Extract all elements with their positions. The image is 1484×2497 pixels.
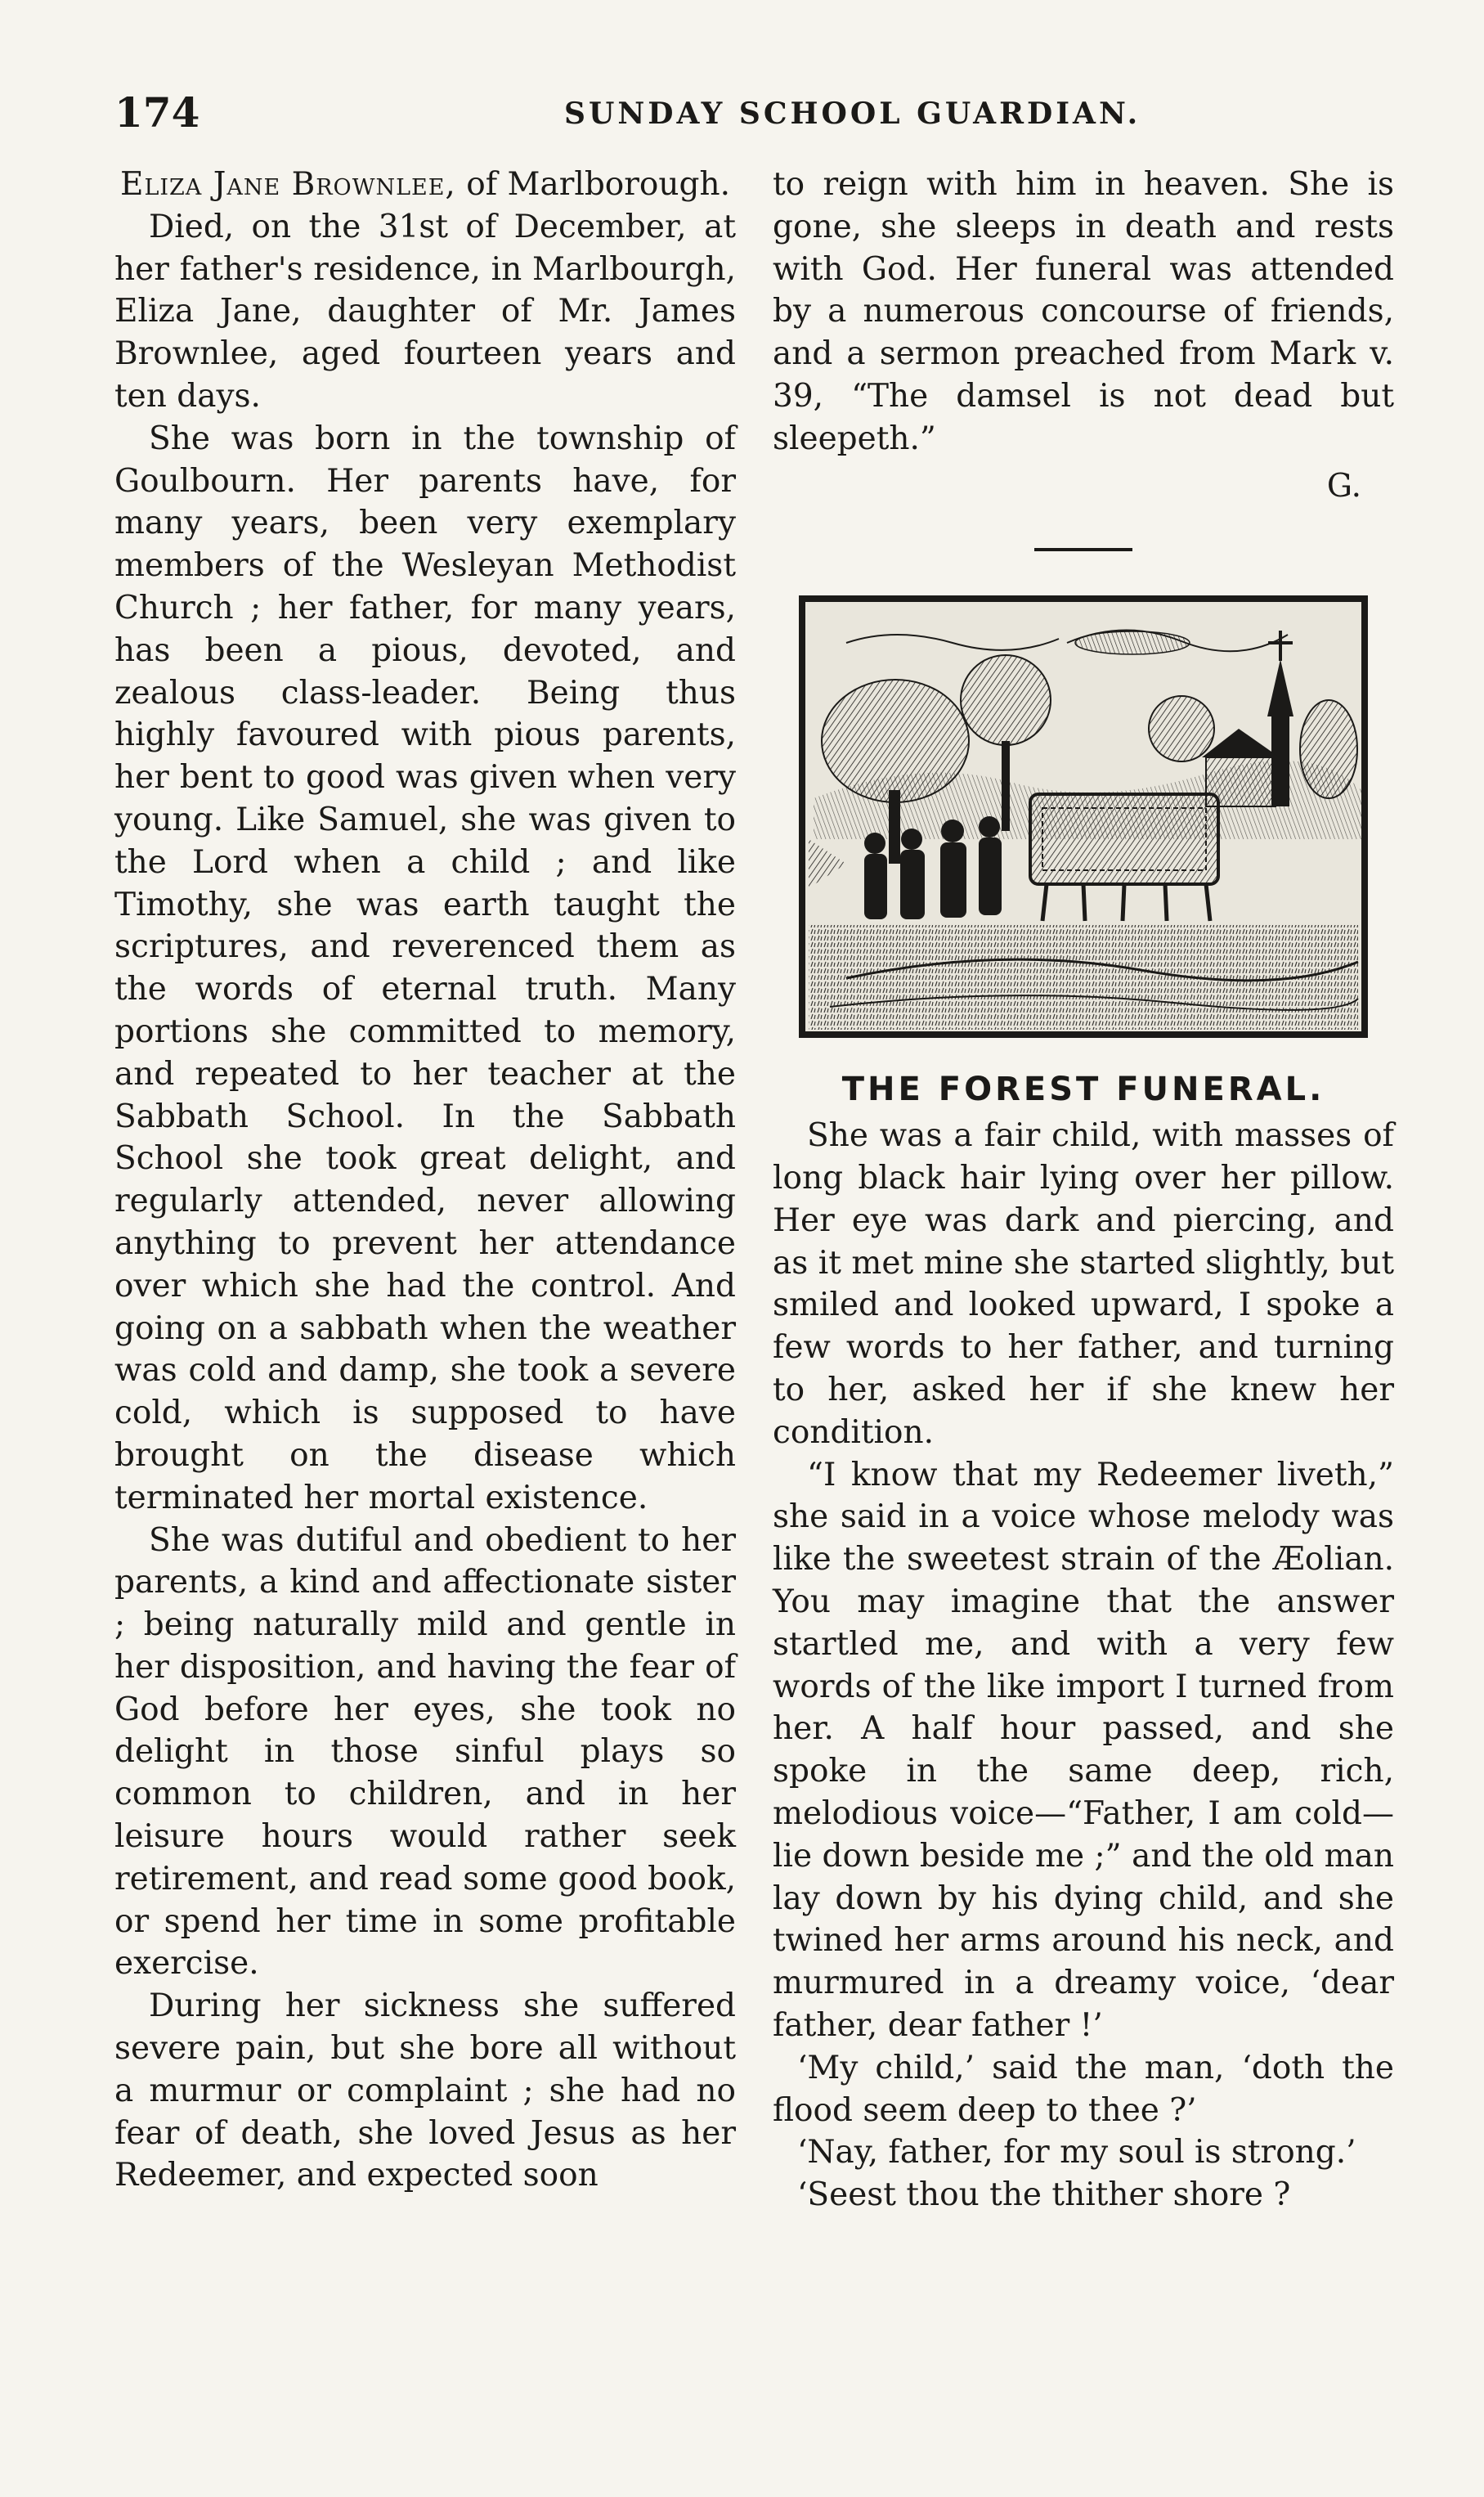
right-column xyxy=(773,164,1394,2216)
obituary-place: of Marlborough. xyxy=(466,166,731,203)
story-paragraph-4: ‘Nay, father, for my soul is strong.’ xyxy=(797,2134,1356,2171)
story-title: THE FOREST FUNERAL. xyxy=(841,1071,1325,1109)
obituary-signature: G. xyxy=(1326,467,1361,505)
funeral-procession-engraving xyxy=(797,594,1370,1040)
story-paragraph-5: ‘Seest thou the thither shore ? xyxy=(797,2176,1291,2214)
story-paragraph-3: ‘My child,’ said the man, ‘doth the flood seem deep to thee ?’ xyxy=(773,2049,1394,2129)
obituary-paragraph-4: During her sickness she suffered severe pain, but she bore all without a murmur or complaint ; she had no fear of death, she loved Jesus as her Redeemer, and expected soon xyxy=(114,1987,736,2194)
page-header xyxy=(106,88,1402,137)
obituary-paragraph-1: Died, on the 31st of December, at her father's residence, in Marlbourgh, Eliza Jane, daughter of Mr. James Brownlee, aged fourteen years and ten days. xyxy=(114,208,736,415)
story-paragraph-1: She was a fair child, with masses of long black hair lying over her pillow. Her eye was dark and piercing, and as it met mine she started slightly, but smiled and looked upward, I spoke a few words to her father, and turning to her, asked her if she knew her condition. xyxy=(773,1117,1394,1451)
obituary-paragraph-3: She was dutiful and obedient to her parents, a kind and affectionate sister ; being naturally mild and gentle in her disposition, and having the fear of God before her eyes, she took no delight in those sinful plays so common to children, and in her leisure hours would rather seek retirement, and read some good book, or spend her time in some profitable exercise. xyxy=(114,1521,736,1983)
section-divider xyxy=(1034,548,1132,551)
obituary-paragraph-4-continued: to reign with him in heaven. She is gone, she sleeps in death and rests with God. Her funeral was attended by a numerous concourse of friends, and a sermon preached from Mark v. 39, “The damsel is not dead but sleepeth.” xyxy=(773,166,1394,457)
obituary-heading xyxy=(114,164,736,206)
page-number: 174 xyxy=(114,88,200,137)
left-column xyxy=(114,164,736,2197)
story-paragraph-2: “I know that my Redeemer liveth,” she said in a voice whose melody was like the sweetest strain of the Æolian. You may imagine that the answer startled me, and with a very few words of the like import I turned from her. A half hour passed, and she spoke in the same deep, rich, melodious voice—“Father, I am cold—lie down beside me ;” and the old man lay down by his dying child, and she twined her arms around his neck, and murmured in a dreamy voice, ‘dear father, dear father !’ xyxy=(773,1456,1394,2044)
obituary-paragraph-2: She was born in the township of Goulbourn. Her parents have, for many years, been very exemplary members of the Wesleyan Methodist Church ; her father, for many years, has been a pious, devoted, and zealous class-leader. Being thus highly favoured with pious parents, her bent to good was given when very young. Like Samuel, she was given to the Lord when a child ; and like Timothy, she was earth taught the scriptures, and reverenced them as the words of eternal truth. Many portions she committed to memory, and repeated to her teacher at the Sabbath School. In the Sabbath School she took great delight, and regularly attended, never allowing anything to prevent her attendance over which she had the control. And going on a sabbath when the weather was cold and damp, she took a severe cold, which is supposed to have brought on the disease which terminated her mortal existence. xyxy=(114,420,736,1516)
running-head: SUNDAY SCHOOL GUARDIAN. xyxy=(564,97,1141,131)
obituary-name: Eliza Jane Brownlee, xyxy=(119,166,456,203)
woodcut-illustration xyxy=(797,594,1370,1040)
